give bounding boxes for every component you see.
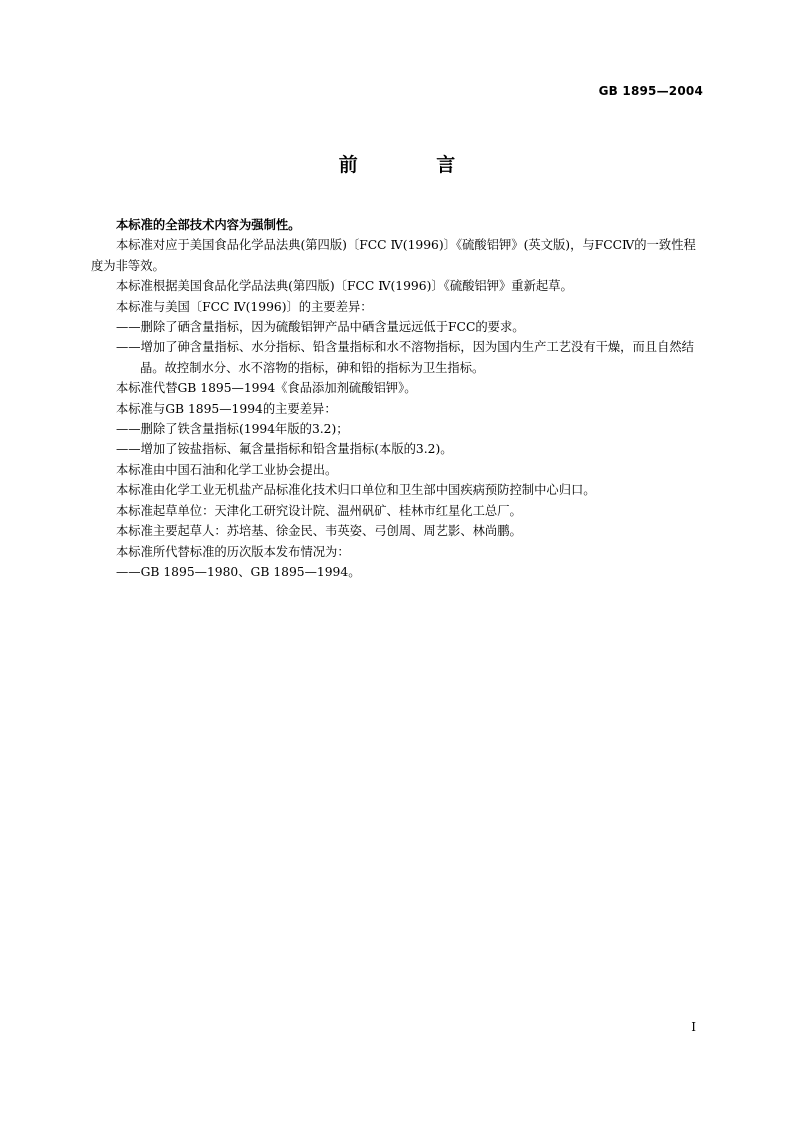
paragraph-drafters: 本标准主要起草人：苏培基、徐金民、韦英姿、弓创周、周艺影、林尚鹏。 — [116, 524, 522, 539]
list-item-added-ammonium-fluorine-lead: ——增加了铵盐指标、氟含量指标和铅含量指标(本版的3.2)。 — [116, 442, 453, 457]
standard-code: GB 1895—2004 — [598, 84, 703, 98]
paragraph-previous-editions-heading: 本标准所代替标准的历次版本发布情况为： — [116, 544, 350, 559]
list-item-removed-iron: ——删除了铁含量指标(1994年版的3.2)； — [116, 422, 349, 437]
paragraph-drafting-units: 本标准起草单位：天津化工研究设计院、温州矾矿、桂林市红星化工总厂。 — [116, 503, 522, 518]
paragraph-replaces: 本标准代替GB 1895—1994《食品添加剂硫酸铝钾》。 — [116, 381, 417, 396]
list-item-added-indices: ——增加了砷含量指标、水分指标、铅含量指标和水不溶物指标，因为国内生产工艺没有干燥，而且自然结晶。故控制水分、水不溶物的指标，砷和铅的指标为卫生指标。 — [116, 340, 694, 375]
paragraph-fcc-differences-heading: 本标准与美国〔FCC Ⅳ(1996)〕的主要差异： — [116, 299, 373, 314]
paragraph-correspondence: 本标准对应于美国食品化学品法典(第四版)〔FCC Ⅳ(1996)〕《硫酸铝钾》(英文版)，与FCCⅣ的一致性程度为非等效。 — [91, 238, 696, 273]
paragraph-redrafted: 本标准根据美国食品化学品法典(第四版)〔FCC Ⅳ(1996)〕《硫酸铝钾》重新起草。 — [116, 279, 573, 294]
paragraph-proposed-by: 本标准由中国石油和化学工业协会提出。 — [116, 462, 338, 477]
paragraph-mandatory-statement: 本标准的全部技术内容为强制性。 — [116, 218, 301, 232]
page-number: I — [691, 1020, 696, 1034]
page-title: 前 言 — [338, 154, 492, 176]
paragraph-centralized-by: 本标准由化学工业无机盐产品标准化技术归口单位和卫生部中国疾病预防控制中心归口。 — [116, 483, 596, 498]
list-item-removed-selenium: ——删除了硒含量指标，因为硫酸铝钾产品中硒含量远远低于FCC的要求。 — [116, 320, 525, 335]
foreword-body — [91, 215, 703, 582]
paragraph-gb-differences-heading: 本标准与GB 1895—1994的主要差异： — [116, 401, 337, 416]
list-item-previous-editions: ——GB 1895—1980、GB 1895—1994。 — [116, 564, 361, 579]
